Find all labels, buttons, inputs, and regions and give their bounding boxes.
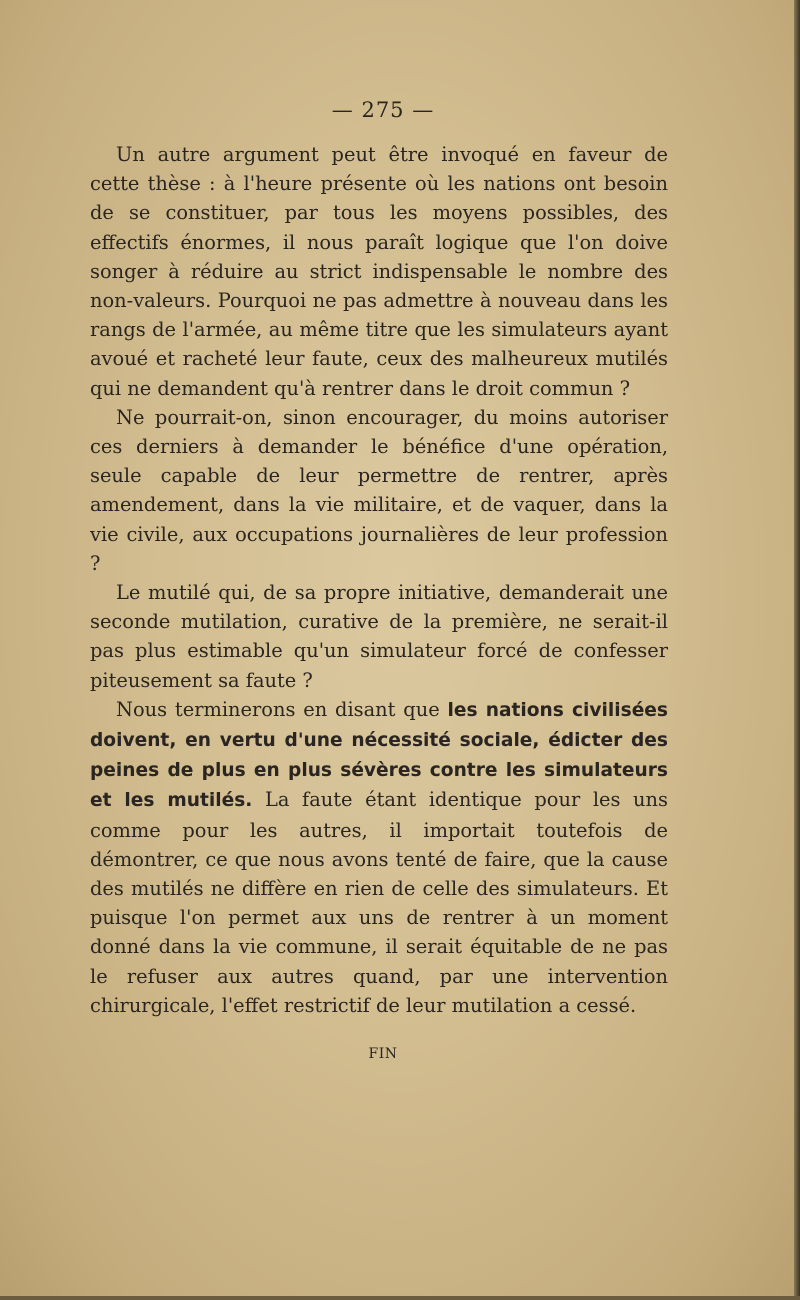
paragraph-2: Ne pourrait-on, sinon encourager, du moins autoriser ces derniers à demander le bénéfice d'une opération, seule capable de leur permettre de rentrer, après amendement, dans la vie militaire, et de vaquer, dans la vie civile, aux occupations journalières de leur profession ? — [90, 405, 668, 575]
end-mark: FIN — [368, 1046, 398, 1062]
paragraph-3: Le mutilé qui, de sa propre initiative, demanderait une seconde mutilation, curative de la première, ne serait-il pas plus estimable qu'un simulateur forcé de confesser piteusement sa faute ? — [90, 581, 668, 692]
page-edge-shadow — [794, 0, 800, 1300]
paragraph-4-tail: La faute étant identique pour les uns comme pour les autres, il importait toutefois de démontrer, ce que nous avons tenté de faire, que la cause des mutilés ne diffère en rien de celle des simulateurs. Et puisque l'on permet aux uns de rentrer à un moment donné dans la vie commune, il serait équitable de ne pas le refuser aux autres quand, par une intervention chirurgicale, l'effet restrictif de leur mutilation a cessé. — [90, 788, 668, 1017]
paragraph-4-emphasis: les nations civilisées doivent, en vertu d'une nécessité sociale, édicter des peines de plus en plus sévères contre les simulateurs et les mutilés. — [90, 699, 668, 812]
paragraph-4-lead: Nous terminerons en disant que — [116, 697, 448, 721]
page-number: — 275 — — [331, 98, 435, 122]
body-text — [90, 140, 668, 1020]
page-bottom-edge — [0, 1296, 800, 1300]
paragraph-1: Un autre argument peut être invoqué en faveur de cette thèse : à l'heure présente où les nations ont besoin de se constituer, par tous les moyens possibles, des effectifs énormes, il nous paraît logique que l'on doive songer à réduire au strict indispensable le nombre des non-valeurs. Pourquoi ne pas admettre à nouveau dans les rangs de l'armée, au même titre que les simulateurs ayant avoué et racheté leur faute, ceux des malheureux mutilés qui ne demandent qu'à rentrer dans le droit commun ? — [90, 143, 668, 400]
paragraph-4 — [90, 695, 668, 1020]
